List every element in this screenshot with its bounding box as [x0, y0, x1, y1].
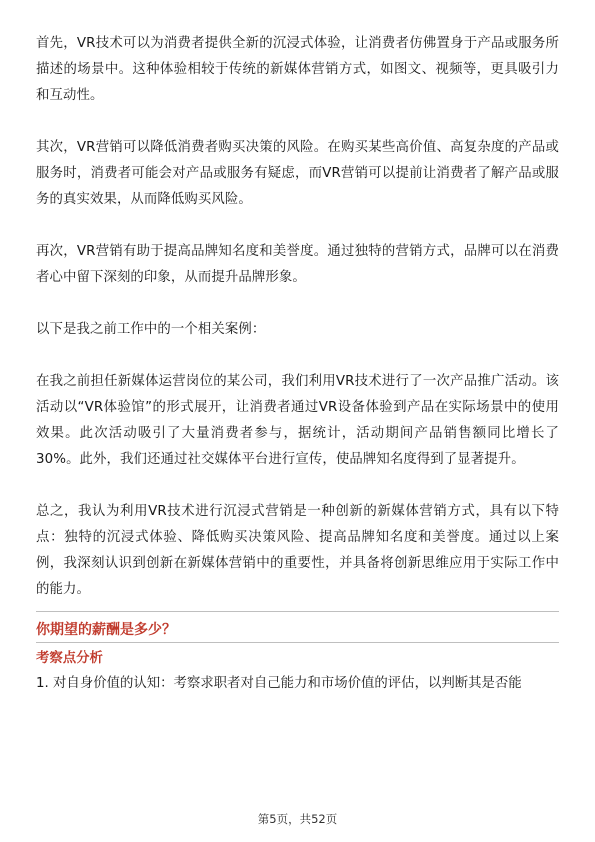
- paragraph-gap: [36, 473, 559, 499]
- paragraph-second: 其次，VR营销可以降低消费者购买决策的风险。在购买某些高价值、高复杂度的产品或服务时，消费者可能会对产品或服务有疑虑，而VR营销可以提前让消费者了解产品或服务的真实效果，从而降低购买风险。: [36, 140, 559, 207]
- document-body: [36, 31, 559, 697]
- paragraph-case: 在我之前担任新媒体运营岗位的某公司，我们利用VR技术进行了一次产品推广活动。该活动以“VR体验馆”的形式展开，让消费者通过VR设备体验到产品在实际场景中的使用效果。此次活动吸引了大量消费者参与，据统计，活动期间产品销售额同比增长了30%。此外，我们还通过社交媒体平台进行宣传，使品牌知名度得到了显著提升。: [36, 374, 559, 467]
- paragraph-case-intro: 以下是我之前工作中的一个相关案例：: [36, 322, 266, 337]
- analysis-heading: 考察点分析: [36, 651, 103, 666]
- paragraph-summary: 总之，我认为利用VR技术进行沉浸式营销是一种创新的新媒体营销方式，具有以下特点：独特的沉浸式体验、降低购买决策风险、提高品牌知名度和美誉度。通过以上案例，我深刻认识到创新在新媒体营销中的重要性，并具备将创新思维应用于实际工作中的能力。: [36, 504, 559, 597]
- page-number: 第5页，共52页: [257, 812, 338, 826]
- paragraph-gap: [36, 343, 559, 369]
- question-divider: [36, 642, 559, 643]
- paragraph-first: 首先，VR技术可以为消费者提供全新的沉浸式体验，让消费者仿佛置身于产品或服务所描述的场景中。这种体验相较于传统的新媒体营销方式，如图文、视频等，更具吸引力和互动性。: [36, 36, 559, 103]
- paragraph-gap: [36, 291, 559, 317]
- paragraph-gap: [36, 213, 559, 239]
- paragraph-third: 再次，VR营销有助于提高品牌知名度和美誉度。通过独特的营销方式，品牌可以在消费者心中留下深刻的印象，从而提升品牌形象。: [36, 244, 559, 285]
- analysis-item: 1. 对自身价值的认知：考察求职者对自己能力和市场价值的评估，以判断其是否能: [36, 676, 522, 691]
- paragraph-gap: [36, 109, 559, 135]
- question-title: 你期望的薪酬是多少？: [36, 611, 559, 642]
